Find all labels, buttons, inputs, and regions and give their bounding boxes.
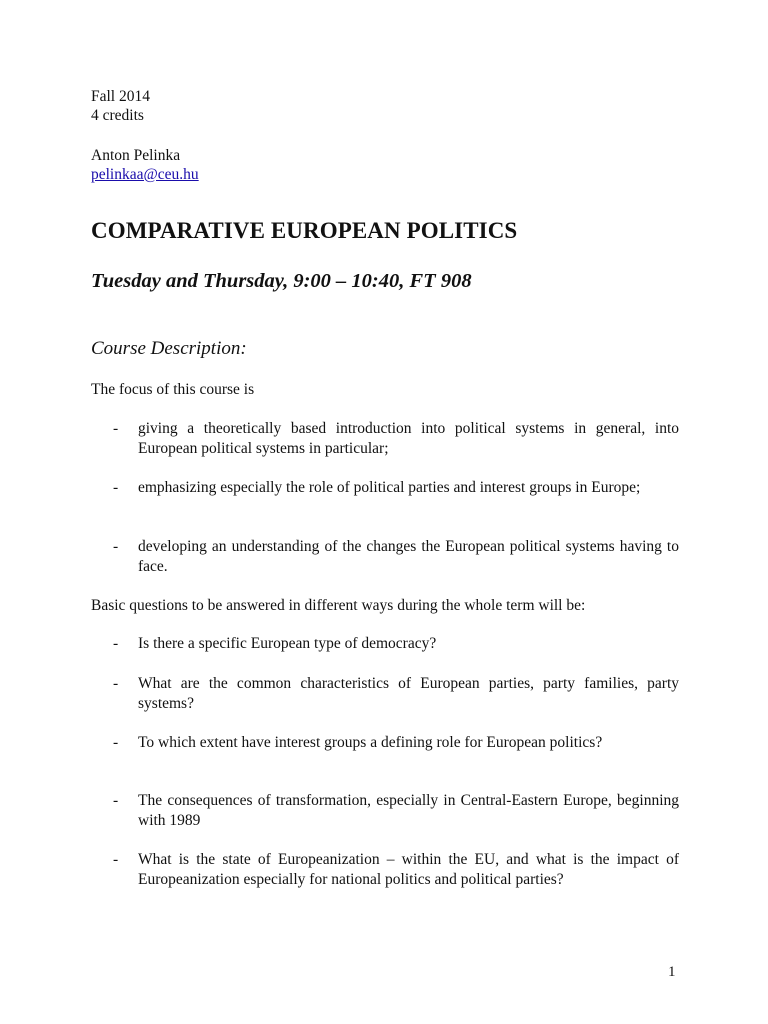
course-credits: 4 credits [91, 107, 144, 124]
bullet-marker: - [113, 635, 119, 652]
question-list-item [91, 634, 679, 654]
focus-intro: The focus of this course is [91, 381, 255, 398]
bullet-marker: - [113, 734, 119, 751]
question-list-item [91, 674, 679, 713]
course-schedule: Tuesday and Thursday, 9:00 – 10:40, FT 908 [91, 270, 472, 292]
question-list-item [91, 733, 679, 753]
question-text: To which extent have interest groups a defining role for European politics? [138, 734, 603, 751]
bullet-marker: - [113, 420, 119, 437]
focus-list-item [91, 537, 679, 576]
instructor-email-link[interactable]: pelinkaa@ceu.hu [91, 166, 199, 183]
focus-item-text: developing an understanding of the changes the European political systems having to face. [138, 538, 679, 575]
question-text: What is the state of Europeanization – within the EU, and what is the impact of Europeanization especially for national politics and political parties? [138, 851, 679, 888]
course-title: COMPARATIVE EUROPEAN POLITICS [91, 218, 518, 243]
question-text: What are the common characteristics of European parties, party families, party systems? [138, 675, 679, 712]
focus-list-item [91, 419, 679, 458]
question-text: The consequences of transformation, especially in Central-Eastern Europe, beginning with 1989 [138, 792, 679, 829]
question-list-item [91, 850, 679, 889]
page-number: 1 [668, 964, 676, 980]
bullet-marker: - [113, 479, 119, 496]
focus-item-text: emphasizing especially the role of political parties and interest groups in Europe; [138, 479, 641, 496]
bullet-marker: - [113, 538, 119, 555]
focus-list-item [91, 478, 679, 498]
questions-intro: Basic questions to be answered in different ways during the whole term will be: [91, 597, 586, 614]
section-heading-course-description: Course Description: [91, 338, 247, 359]
question-list-item [91, 791, 679, 830]
instructor-name: Anton Pelinka [91, 147, 181, 164]
question-text: Is there a specific European type of democracy? [138, 635, 437, 652]
bullet-marker: - [113, 675, 119, 692]
focus-item-text: giving a theoretically based introduction into political systems in general, into European political systems in particular; [138, 420, 679, 457]
bullet-marker: - [113, 851, 119, 868]
bullet-marker: - [113, 792, 119, 809]
course-term: Fall 2014 [91, 88, 150, 105]
